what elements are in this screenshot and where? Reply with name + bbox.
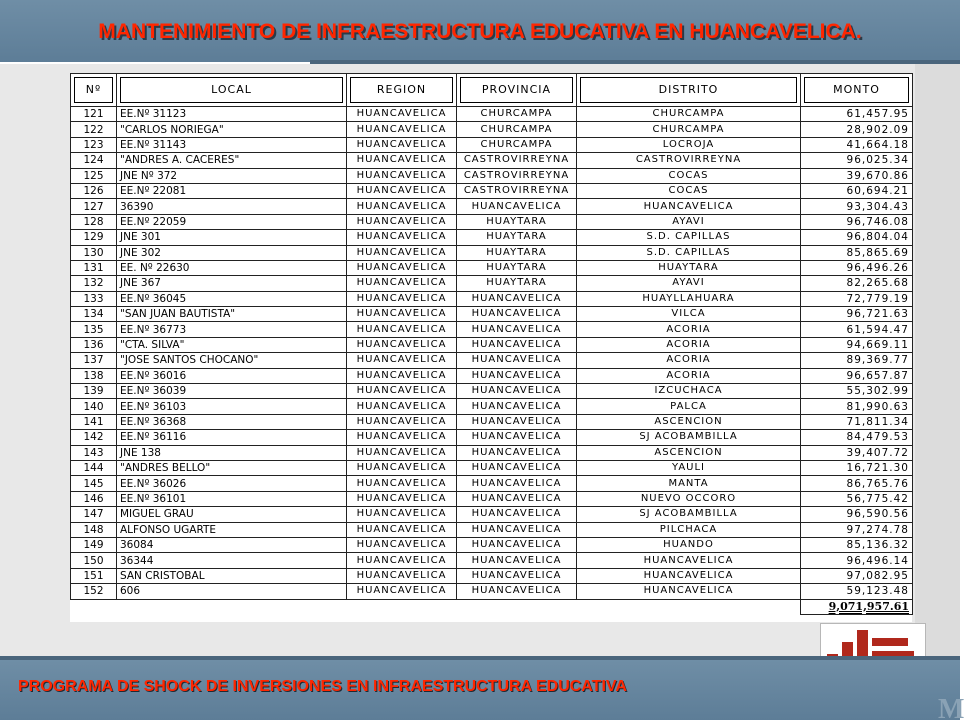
row-distrito: VILCA	[577, 307, 801, 322]
row-monto: 82,265.68	[801, 276, 913, 291]
row-provincia: HUANCAVELICA	[457, 445, 577, 460]
row-provincia: HUAYTARA	[457, 245, 577, 260]
row-region: HUANCAVELICA	[347, 522, 457, 537]
row-monto: 96,496.26	[801, 260, 913, 275]
table-row	[71, 476, 913, 491]
row-number: 135	[71, 322, 117, 337]
row-distrito: ACORIA	[577, 337, 801, 352]
row-region: HUANCAVELICA	[347, 153, 457, 168]
table-row	[71, 137, 913, 152]
row-local: EE.Nº 31143	[117, 137, 347, 152]
row-local: EE.Nº 36773	[117, 322, 347, 337]
row-local: EE.Nº 36045	[117, 291, 347, 306]
corner-watermark: M	[938, 694, 964, 725]
row-region: HUANCAVELICA	[347, 199, 457, 214]
row-region: HUANCAVELICA	[347, 430, 457, 445]
row-distrito: S.D. CAPILLAS	[577, 230, 801, 245]
row-local: EE.Nº 36016	[117, 368, 347, 383]
row-number: 121	[71, 107, 117, 122]
row-monto: 86,765.76	[801, 476, 913, 491]
column-header-region: REGION	[347, 74, 457, 107]
row-monto: 55,302.99	[801, 384, 913, 399]
row-distrito: S.D. CAPILLAS	[577, 245, 801, 260]
row-number: 138	[71, 368, 117, 383]
row-local: EE. Nº 22630	[117, 260, 347, 275]
row-region: HUANCAVELICA	[347, 445, 457, 460]
row-provincia: CHURCAMPA	[457, 107, 577, 122]
row-provincia: HUANCAVELICA	[457, 291, 577, 306]
row-number: 149	[71, 537, 117, 552]
investment-table-container	[70, 73, 912, 622]
row-monto: 85,865.69	[801, 245, 913, 260]
row-local: EE.Nº 36103	[117, 399, 347, 414]
row-local: 36084	[117, 537, 347, 552]
row-provincia: HUANCAVELICA	[457, 507, 577, 522]
row-monto: 96,590.56	[801, 507, 913, 522]
row-region: HUANCAVELICA	[347, 107, 457, 122]
row-region: HUANCAVELICA	[347, 476, 457, 491]
row-distrito: HUAYTARA	[577, 260, 801, 275]
row-number: 141	[71, 414, 117, 429]
row-number: 151	[71, 568, 117, 583]
row-local: EE.Nº 36368	[117, 414, 347, 429]
row-monto: 84,479.53	[801, 430, 913, 445]
row-local: EE.Nº 36026	[117, 476, 347, 491]
row-number: 152	[71, 584, 117, 599]
row-local: JNE 138	[117, 445, 347, 460]
table-row	[71, 260, 913, 275]
row-local: "CTA. SILVA"	[117, 337, 347, 352]
table-row	[71, 491, 913, 506]
row-monto: 60,694.21	[801, 183, 913, 198]
table-row	[71, 337, 913, 352]
row-monto: 97,274.78	[801, 522, 913, 537]
row-distrito: YAULI	[577, 460, 801, 475]
row-number: 125	[71, 168, 117, 183]
row-region: HUANCAVELICA	[347, 507, 457, 522]
row-provincia: HUANCAVELICA	[457, 322, 577, 337]
column-header-monto: MONTO	[801, 74, 913, 107]
row-distrito: AYAVI	[577, 214, 801, 229]
row-local: MIGUEL GRAU	[117, 507, 347, 522]
row-number: 132	[71, 276, 117, 291]
row-number: 127	[71, 199, 117, 214]
table-row	[71, 230, 913, 245]
row-number: 136	[71, 337, 117, 352]
table-row	[71, 199, 913, 214]
row-distrito: ACORIA	[577, 368, 801, 383]
row-number: 133	[71, 291, 117, 306]
row-provincia: HUANCAVELICA	[457, 537, 577, 552]
row-region: HUANCAVELICA	[347, 368, 457, 383]
row-monto: 39,407.72	[801, 445, 913, 460]
row-provincia: HUANCAVELICA	[457, 522, 577, 537]
row-region: HUANCAVELICA	[347, 384, 457, 399]
row-distrito: ACORIA	[577, 353, 801, 368]
row-distrito: PALCA	[577, 399, 801, 414]
row-provincia: HUANCAVELICA	[457, 568, 577, 583]
content-side-panel	[915, 64, 960, 656]
row-provincia: CHURCAMPA	[457, 137, 577, 152]
total-row	[71, 599, 913, 614]
row-local: JNE 302	[117, 245, 347, 260]
table-row	[71, 153, 913, 168]
row-monto: 72,779.19	[801, 291, 913, 306]
row-number: 124	[71, 153, 117, 168]
row-number: 129	[71, 230, 117, 245]
row-provincia: HUANCAVELICA	[457, 384, 577, 399]
row-number: 143	[71, 445, 117, 460]
row-distrito: CASTROVIRREYNA	[577, 153, 801, 168]
row-distrito: COCAS	[577, 168, 801, 183]
row-monto: 61,594.47	[801, 322, 913, 337]
table-header-row	[71, 74, 913, 107]
row-monto: 89,369.77	[801, 353, 913, 368]
row-local: JNE 301	[117, 230, 347, 245]
row-region: HUANCAVELICA	[347, 322, 457, 337]
row-monto: 71,811.34	[801, 414, 913, 429]
row-distrito: NUEVO OCCORO	[577, 491, 801, 506]
row-monto: 96,025.34	[801, 153, 913, 168]
row-local: 606	[117, 584, 347, 599]
row-region: HUANCAVELICA	[347, 245, 457, 260]
row-provincia: HUAYTARA	[457, 276, 577, 291]
investment-table	[70, 73, 913, 615]
row-monto: 96,804.04	[801, 230, 913, 245]
row-number: 139	[71, 384, 117, 399]
table-row	[71, 507, 913, 522]
row-provincia: HUANCAVELICA	[457, 353, 577, 368]
row-monto: 93,304.43	[801, 199, 913, 214]
row-number: 144	[71, 460, 117, 475]
row-distrito: HUANCAVELICA	[577, 568, 801, 583]
table-row	[71, 445, 913, 460]
row-provincia: HUAYTARA	[457, 260, 577, 275]
row-local: ALFONSO UGARTE	[117, 522, 347, 537]
row-provincia: HUANCAVELICA	[457, 399, 577, 414]
table-row	[71, 122, 913, 137]
row-distrito: COCAS	[577, 183, 801, 198]
row-distrito: HUAYLLAHUARA	[577, 291, 801, 306]
table-row	[71, 107, 913, 122]
logo-bar	[872, 638, 908, 646]
total-amount: 9,071,957.61	[801, 599, 913, 614]
row-region: HUANCAVELICA	[347, 230, 457, 245]
table-row	[71, 430, 913, 445]
row-region: HUANCAVELICA	[347, 122, 457, 137]
row-number: 145	[71, 476, 117, 491]
row-provincia: HUANCAVELICA	[457, 199, 577, 214]
row-monto: 94,669.11	[801, 337, 913, 352]
table-row	[71, 414, 913, 429]
row-region: HUANCAVELICA	[347, 337, 457, 352]
table-row	[71, 322, 913, 337]
table-row	[71, 307, 913, 322]
row-monto: 96,721.63	[801, 307, 913, 322]
row-region: HUANCAVELICA	[347, 414, 457, 429]
row-number: 147	[71, 507, 117, 522]
row-number: 126	[71, 183, 117, 198]
row-local: EE.Nº 36101	[117, 491, 347, 506]
row-number: 140	[71, 399, 117, 414]
row-region: HUANCAVELICA	[347, 353, 457, 368]
row-distrito: ACORIA	[577, 322, 801, 337]
row-local: "JOSE SANTOS CHOCANO"	[117, 353, 347, 368]
row-monto: 85,136.32	[801, 537, 913, 552]
row-local: EE.Nº 22081	[117, 183, 347, 198]
row-region: HUANCAVELICA	[347, 276, 457, 291]
row-monto: 96,746.08	[801, 214, 913, 229]
column-header-provincia: PROVINCIA	[457, 74, 577, 107]
table-row	[71, 537, 913, 552]
table-row	[71, 183, 913, 198]
row-region: HUANCAVELICA	[347, 260, 457, 275]
table-row	[71, 368, 913, 383]
row-distrito: MANTA	[577, 476, 801, 491]
row-monto: 61,457.95	[801, 107, 913, 122]
row-distrito: CHURCAMPA	[577, 122, 801, 137]
row-provincia: HUAYTARA	[457, 230, 577, 245]
row-monto: 97,082.95	[801, 568, 913, 583]
row-provincia: HUANCAVELICA	[457, 476, 577, 491]
row-number: 130	[71, 245, 117, 260]
row-local: "ANDRES BELLO"	[117, 460, 347, 475]
row-distrito: AYAVI	[577, 276, 801, 291]
row-local: 36390	[117, 199, 347, 214]
column-header-local: LOCAL	[117, 74, 347, 107]
row-distrito: HUANDO	[577, 537, 801, 552]
row-region: HUANCAVELICA	[347, 291, 457, 306]
program-footer: PROGRAMA DE SHOCK DE INVERSIONES EN INFRAESTRUCTURA EDUCATIVA	[18, 678, 627, 695]
row-distrito: HUANCAVELICA	[577, 199, 801, 214]
column-header-number: Nº	[71, 74, 117, 107]
table-row	[71, 522, 913, 537]
table-row	[71, 291, 913, 306]
row-monto: 81,990.63	[801, 399, 913, 414]
table-row	[71, 214, 913, 229]
row-provincia: HUANCAVELICA	[457, 307, 577, 322]
row-monto: 41,664.18	[801, 137, 913, 152]
row-distrito: ASCENCION	[577, 445, 801, 460]
row-region: HUANCAVELICA	[347, 553, 457, 568]
row-region: HUANCAVELICA	[347, 491, 457, 506]
row-region: HUANCAVELICA	[347, 168, 457, 183]
row-region: HUANCAVELICA	[347, 584, 457, 599]
row-region: HUANCAVELICA	[347, 183, 457, 198]
row-provincia: HUANCAVELICA	[457, 553, 577, 568]
row-provincia: HUAYTARA	[457, 214, 577, 229]
row-provincia: CHURCAMPA	[457, 122, 577, 137]
row-number: 148	[71, 522, 117, 537]
row-provincia: CASTROVIRREYNA	[457, 183, 577, 198]
table-row	[71, 245, 913, 260]
row-monto: 39,670.86	[801, 168, 913, 183]
row-provincia: HUANCAVELICA	[457, 491, 577, 506]
row-number: 123	[71, 137, 117, 152]
row-local: EE.Nº 31123	[117, 107, 347, 122]
row-number: 122	[71, 122, 117, 137]
column-header-distrito: DISTRITO	[577, 74, 801, 107]
row-number: 131	[71, 260, 117, 275]
table-row	[71, 276, 913, 291]
row-local: EE.Nº 22059	[117, 214, 347, 229]
row-local: JNE Nº 372	[117, 168, 347, 183]
row-region: HUANCAVELICA	[347, 568, 457, 583]
table-row	[71, 384, 913, 399]
row-distrito: LOCROJA	[577, 137, 801, 152]
row-provincia: HUANCAVELICA	[457, 430, 577, 445]
row-provincia: HUANCAVELICA	[457, 584, 577, 599]
table-row	[71, 584, 913, 599]
row-region: HUANCAVELICA	[347, 214, 457, 229]
table-row	[71, 460, 913, 475]
row-distrito: SJ ACOBAMBILLA	[577, 430, 801, 445]
row-number: 134	[71, 307, 117, 322]
row-local: "SAN JUAN BAUTISTA"	[117, 307, 347, 322]
table-body	[71, 107, 913, 600]
row-region: HUANCAVELICA	[347, 137, 457, 152]
row-local: 36344	[117, 553, 347, 568]
row-number: 128	[71, 214, 117, 229]
row-distrito: HUANCAVELICA	[577, 553, 801, 568]
row-local: EE.Nº 36116	[117, 430, 347, 445]
row-monto: 16,721.30	[801, 460, 913, 475]
row-monto: 59,123.48	[801, 584, 913, 599]
table-row	[71, 553, 913, 568]
row-provincia: HUANCAVELICA	[457, 368, 577, 383]
row-region: HUANCAVELICA	[347, 537, 457, 552]
row-distrito: ASCENCION	[577, 414, 801, 429]
row-local: JNE 367	[117, 276, 347, 291]
row-monto: 56,775.42	[801, 491, 913, 506]
row-provincia: HUANCAVELICA	[457, 337, 577, 352]
row-monto: 96,496.14	[801, 553, 913, 568]
row-monto: 28,902.09	[801, 122, 913, 137]
row-distrito: CHURCAMPA	[577, 107, 801, 122]
row-number: 137	[71, 353, 117, 368]
table-row	[71, 353, 913, 368]
row-local: EE.Nº 36039	[117, 384, 347, 399]
row-number: 142	[71, 430, 117, 445]
table-row	[71, 568, 913, 583]
row-distrito: HUANCAVELICA	[577, 584, 801, 599]
row-region: HUANCAVELICA	[347, 307, 457, 322]
row-provincia: CASTROVIRREYNA	[457, 153, 577, 168]
row-local: SAN CRISTOBAL	[117, 568, 347, 583]
row-provincia: HUANCAVELICA	[457, 460, 577, 475]
slide-title: MANTENIMIENTO DE INFRAESTRUCTURA EDUCATIVA EN HUANCAVELICA.	[98, 20, 862, 43]
row-monto: 96,657.87	[801, 368, 913, 383]
row-distrito: SJ ACOBAMBILLA	[577, 507, 801, 522]
row-provincia: CASTROVIRREYNA	[457, 168, 577, 183]
table-row	[71, 399, 913, 414]
row-number: 146	[71, 491, 117, 506]
row-region: HUANCAVELICA	[347, 460, 457, 475]
row-number: 150	[71, 553, 117, 568]
row-local: "ANDRES A. CACERES"	[117, 153, 347, 168]
row-region: HUANCAVELICA	[347, 399, 457, 414]
row-distrito: PILCHACA	[577, 522, 801, 537]
table-row	[71, 168, 913, 183]
row-provincia: HUANCAVELICA	[457, 414, 577, 429]
row-distrito: IZCUCHACA	[577, 384, 801, 399]
row-local: "CARLOS NORIEGA"	[117, 122, 347, 137]
